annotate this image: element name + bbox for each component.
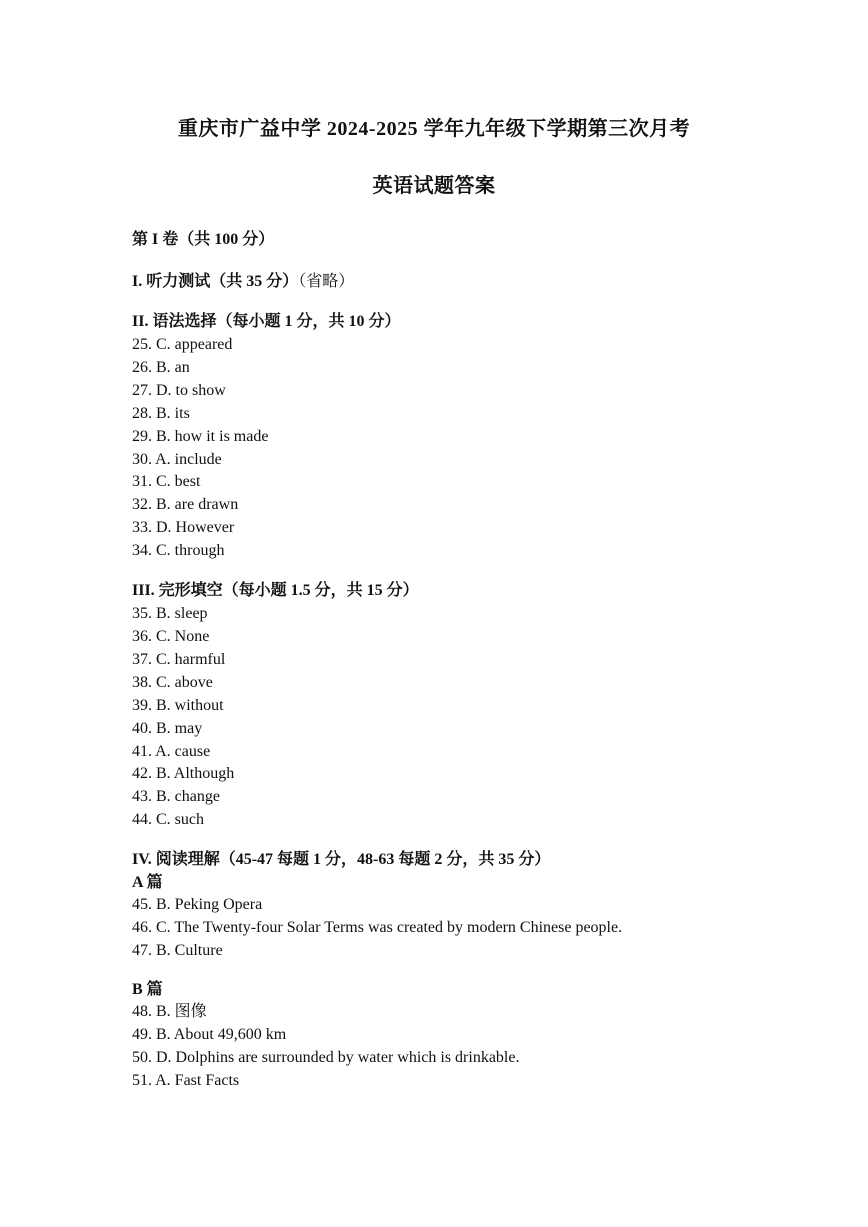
answer-row: 51. A. Fast Facts [132, 1071, 240, 1089]
document-title: 重庆市广益中学 2024-2025 学年九年级下学期第三次月考 [177, 118, 691, 140]
section-listening-heading [132, 270, 832, 294]
answer-row: 33. D. However [132, 519, 235, 537]
section-grammar [132, 310, 832, 563]
part-one-heading: 第 I 卷（共 100 分） [132, 231, 275, 248]
answer-row: 28. B. its [132, 404, 190, 422]
answer-row: 44. C. such [132, 811, 204, 829]
answer-row: 46. C. The Twenty-four Solar Terms was created by modern Chinese people. [132, 919, 623, 937]
passage-b-label: B 篇 [132, 980, 163, 998]
answer-row: 48. B. 图像 [132, 1002, 207, 1020]
document-subtitle: 英语试题答案 [372, 175, 496, 197]
answer-row: 30. A. include [132, 450, 222, 468]
answer-row: 35. B. sleep [132, 605, 208, 623]
cloze-answer-list [132, 603, 832, 832]
answer-row: 47. B. Culture [132, 941, 223, 959]
section-reading-heading: IV. 阅读理解（45-47 每题 1 分，48-63 每题 2 分，共 35 分） [132, 851, 551, 869]
answer-row: 31. C. best [132, 473, 201, 491]
answer-row: 26. B. an [132, 358, 190, 376]
passage-a-label: A 篇 [132, 874, 163, 892]
answer-row: 43. B. change [132, 788, 220, 806]
answer-row: 27. D. to show [132, 381, 226, 399]
answer-row: 39. B. without [132, 696, 224, 714]
answer-row: 42. B. Although [132, 765, 235, 783]
section-reading [132, 848, 832, 1092]
answer-row: 50. D. Dolphins are surrounded by water which is drinkable. [132, 1048, 520, 1066]
section-listening [132, 270, 832, 294]
answer-row: 49. B. About 49,600 km [132, 1025, 287, 1043]
answer-row: 38. C. above [132, 673, 213, 691]
answer-row: 40. B. may [132, 719, 203, 737]
section-listening-note: （省略） [298, 273, 355, 290]
grammar-answer-list [132, 334, 832, 563]
passage-b-answer-list [132, 1001, 832, 1093]
answer-row: 37. C. harmful [132, 650, 226, 668]
section-grammar-heading: II. 语法选择（每小题 1 分，共 10 分） [132, 313, 401, 330]
answer-row: 25. C. appeared [132, 336, 233, 353]
section-cloze-heading: III. 完形填空（每小题 1.5 分，共 15 分） [132, 582, 419, 600]
answer-row: 45. B. Peking Opera [132, 896, 263, 914]
answer-row: 41. A. cause [132, 742, 211, 760]
answer-row: 34. C. through [132, 542, 225, 560]
passage-a [132, 872, 832, 963]
passage-b [132, 979, 832, 1093]
answer-content [132, 228, 832, 1108]
answer-row: 36. C. None [132, 627, 210, 645]
passage-a-answer-list [132, 894, 832, 963]
answer-row: 29. B. how it is made [132, 427, 269, 445]
answer-row: 32. B. are drawn [132, 496, 239, 514]
section-cloze [132, 579, 832, 832]
section-listening-title: I. 听力测试（共 35 分） [132, 273, 299, 290]
